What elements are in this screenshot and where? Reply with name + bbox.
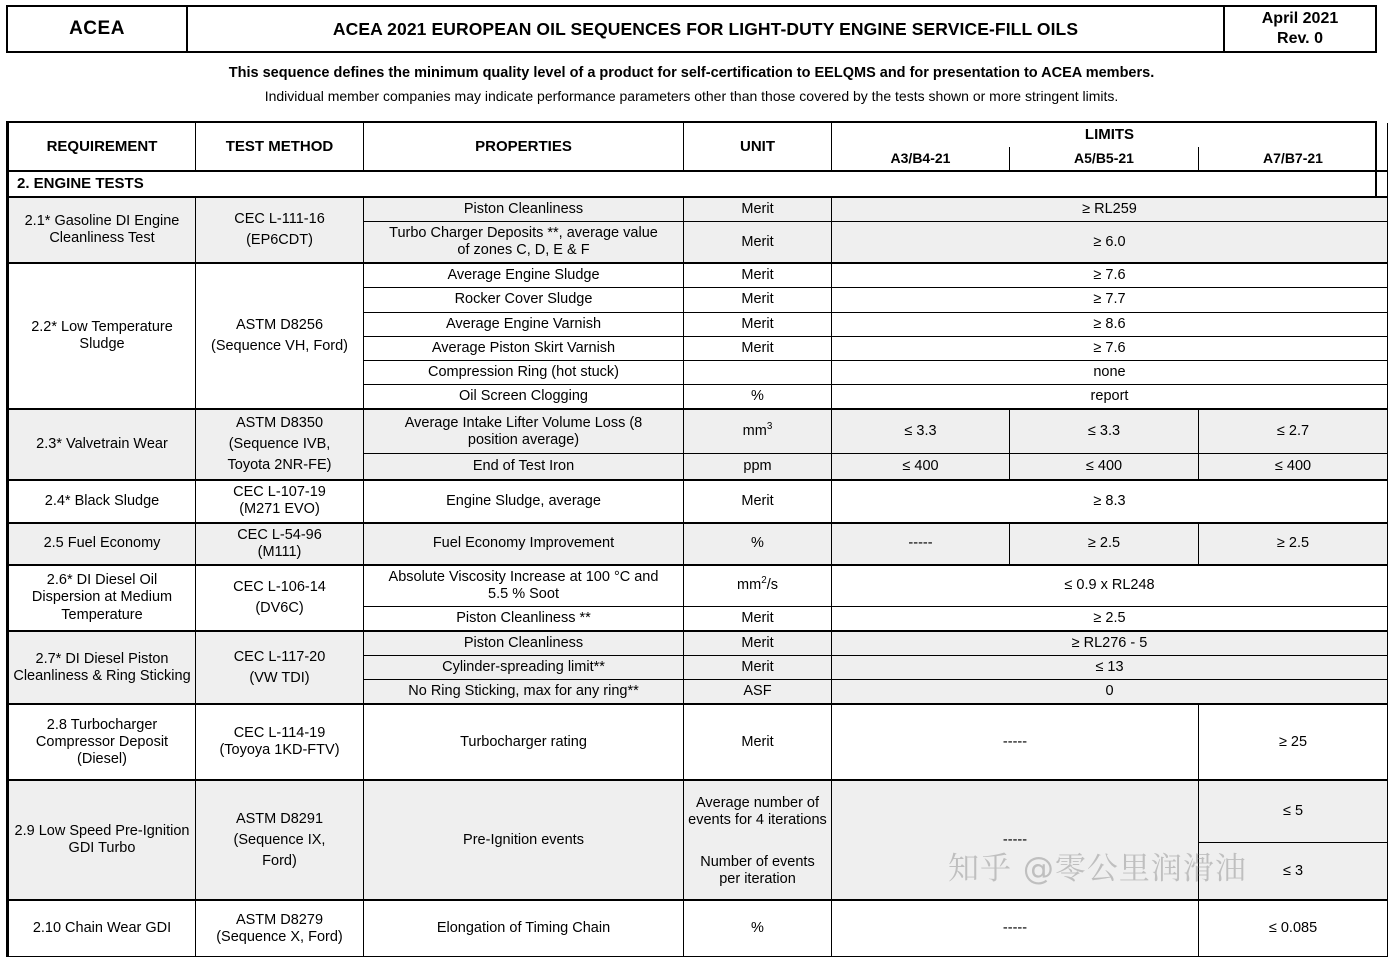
property-line: position average): [467, 431, 580, 448]
cell-unit: Merit: [684, 197, 832, 222]
cell-unit: Merit: [684, 288, 832, 312]
cell-unit: ASF: [684, 680, 832, 705]
test-method-line: Ford): [262, 852, 297, 869]
cell-limit-a5b5: ≤ 400: [1010, 454, 1199, 480]
cell-unit: Merit: [684, 336, 832, 360]
cell-unit: %: [684, 900, 832, 956]
cell-unit: [684, 565, 832, 607]
cell-property: Average Piston Skirt Varnish: [364, 336, 684, 360]
cell-requirement: 2.3* Valvetrain Wear: [9, 409, 196, 480]
cell-limit-all: ≤ 0.9 x RL248: [832, 565, 1388, 607]
test-method-line: (M111): [257, 543, 302, 560]
cell-limit-all: ≥ 6.0: [832, 222, 1388, 264]
table-row: [9, 704, 1388, 780]
test-method-line: (Sequence IVB,: [228, 436, 331, 453]
cell-limit-a7b7: ≥ 25: [1199, 704, 1388, 780]
cell-test-method: [196, 480, 364, 522]
table-row: [9, 480, 1388, 522]
unit-exponent: 3: [766, 421, 773, 433]
cell-unit: Merit: [684, 222, 832, 264]
property-line: of zones C, D, E & F: [457, 242, 590, 259]
cell-requirement: 2.7* DI Diesel Piston Cleanliness & Ring Sticking: [9, 631, 196, 704]
table-row: [9, 900, 1388, 956]
table-row: [9, 197, 1388, 222]
test-method-line: (Toyoya 1KD-FTV): [219, 742, 340, 759]
table-row: [9, 631, 1388, 656]
section-label: 2. ENGINE TESTS: [9, 171, 1388, 197]
intro-line-secondary: Individual member companies may indicate performance parameters other than those covered by the tests shown or more stringent limits.: [264, 87, 1119, 104]
test-method-line: CEC L-111-16: [234, 211, 325, 228]
document-title: ACEA 2021 EUROPEAN OIL SEQUENCES FOR LIGHT-DUTY ENGINE SERVICE-FILL OILS: [188, 7, 1225, 51]
cell-requirement: 2.5 Fuel Economy: [9, 523, 196, 565]
column-header-limit-a5b5: A5/B5-21: [1010, 147, 1199, 172]
cell-limit-a3b4: -----: [832, 900, 1199, 956]
cell-limit-all: ≥ RL276 - 5: [832, 631, 1388, 656]
cell-unit: Number of events per iteration: [684, 842, 832, 900]
table-row: [9, 565, 1388, 607]
cell-limit-all: ≥ 2.5: [832, 607, 1388, 632]
cell-limit-all: none: [832, 360, 1388, 384]
property-line: Average Intake Lifter Volume Loss (8: [404, 414, 643, 431]
cell-unit: [684, 409, 832, 454]
cell-property: Piston Cleanliness **: [364, 607, 684, 632]
property-line: Turbo Charger Deposits **, average value: [389, 225, 658, 242]
cell-unit: %: [684, 523, 832, 565]
cell-requirement: 2.4* Black Sludge: [9, 480, 196, 522]
cell-property: No Ring Sticking, max for any ring**: [364, 680, 684, 705]
zhihu-watermark: 知乎 @零公里润滑油: [948, 851, 1247, 887]
cell-requirement: 2.8 Turbocharger Compressor Deposit (Diesel): [9, 704, 196, 780]
cell-limit-a3b4: -----: [832, 704, 1199, 780]
property-line: Absolute Viscosity Increase at 100 °C and: [388, 568, 659, 585]
test-method-line: ASTM D8350: [235, 415, 324, 432]
cell-test-method: [196, 197, 364, 263]
test-method-line: CEC L-117-20: [233, 648, 326, 665]
test-method-line: ASTM D8279: [235, 911, 324, 928]
cell-unit: Merit: [684, 631, 832, 656]
cell-limit-all: ≤ 13: [832, 656, 1388, 680]
cell-unit: Merit: [684, 607, 832, 632]
cell-property: Rocker Cover Sludge: [364, 288, 684, 312]
table-row: [9, 263, 1388, 288]
cell-property: Engine Sludge, average: [364, 480, 684, 522]
cell-requirement: 2.2* Low Temperature Sludge: [9, 263, 196, 409]
test-method-line: ASTM D8291: [235, 810, 324, 827]
document-revision: Rev. 0: [1277, 30, 1323, 47]
cell-limit-all: ≥ 7.6: [832, 336, 1388, 360]
table-row: [9, 523, 1388, 565]
cell-limit-a3b4: -----: [832, 523, 1010, 565]
cell-limit-a5b5: ≤ 3.3: [1010, 409, 1199, 454]
cell-unit: Merit: [684, 656, 832, 680]
cell-test-method: [196, 631, 364, 704]
cell-test-method: [196, 780, 364, 900]
intro-line-primary: This sequence defines the minimum quality level of a product for self-certification to EELQMS and for presentation to ACEA members.: [228, 65, 1155, 81]
document-date-block: [1225, 7, 1375, 51]
test-method-line: (EP6CDT): [246, 232, 313, 249]
unit-base: mm: [737, 577, 762, 594]
cell-test-method: [196, 263, 364, 409]
cell-unit: Merit: [684, 312, 832, 336]
test-method-line: (VW TDI): [249, 669, 310, 686]
test-method-line: (M271 EVO): [239, 501, 320, 518]
document-page: [0, 5, 1383, 945]
column-header-requirement: REQUIREMENT: [9, 123, 196, 171]
cell-limit-all: ≥ 8.3: [832, 480, 1388, 522]
test-method-line: Toyota 2NR-FE): [227, 457, 332, 474]
cell-limit-all: ≥ 7.6: [832, 263, 1388, 288]
column-header-limit-a3b4: A3/B4-21: [832, 147, 1010, 172]
cell-limit-all: ≥ RL259: [832, 197, 1388, 222]
cell-limit-all: 0: [832, 680, 1388, 705]
cell-limit-a7b7: ≤ 400: [1199, 454, 1388, 480]
cell-limit-a7b7: ≤ 0.085: [1199, 900, 1388, 956]
cell-property: Cylinder-spreading limit**: [364, 656, 684, 680]
unit-tail: /s: [766, 577, 778, 594]
cell-property: Piston Cleanliness: [364, 631, 684, 656]
cell-limit-a3b4: -----: [832, 780, 1199, 900]
cell-requirement: 2.1* Gasoline DI Engine Cleanliness Test: [9, 197, 196, 263]
cell-unit: [684, 360, 832, 384]
cell-test-method: [196, 565, 364, 631]
cell-limit-a7b7: ≤ 2.7: [1199, 409, 1388, 454]
engine-tests-table: [8, 123, 1388, 957]
test-method-line: CEC L-54-96: [237, 526, 322, 543]
cell-test-method: [196, 409, 364, 480]
cell-limit-a7b7: ≤ 5: [1199, 780, 1388, 842]
test-method-line: (Sequence VH, Ford): [210, 338, 348, 355]
cell-test-method: [196, 704, 364, 780]
cell-limit-a3b4: ≤ 3.3: [832, 409, 1010, 454]
cell-unit: Average number of events for 4 iterations: [684, 780, 832, 842]
cell-unit: Merit: [684, 480, 832, 522]
cell-limit-a7b7: ≥ 2.5: [1199, 523, 1388, 565]
cell-property: Oil Screen Clogging: [364, 384, 684, 409]
engine-tests-table-wrapper: [6, 121, 1377, 957]
test-method-line: CEC L-106-14: [233, 578, 326, 595]
cell-property: Average Engine Sludge: [364, 263, 684, 288]
test-method-line: (Sequence X, Ford): [216, 928, 343, 945]
unit-base: mm: [742, 423, 767, 440]
test-method-line: CEC L-107-19: [233, 484, 326, 501]
test-method-line: (Sequence IX,: [233, 831, 326, 848]
column-header-unit: UNIT: [684, 123, 832, 171]
document-title-bar: [6, 5, 1377, 53]
acea-logo: ACEA: [8, 7, 188, 51]
test-method-line: CEC L-114-19: [233, 725, 326, 742]
unit-exponent: 2: [761, 575, 767, 587]
intro-text: [20, 63, 1363, 107]
test-method-line: ASTM D8256: [235, 317, 324, 334]
cell-property: Average Engine Varnish: [364, 312, 684, 336]
test-method-line: (DV6C): [255, 599, 304, 616]
cell-requirement: 2.10 Chain Wear GDI: [9, 900, 196, 956]
cell-unit: %: [684, 384, 832, 409]
cell-property: Compression Ring (hot stuck): [364, 360, 684, 384]
cell-property: Pre-Ignition events: [364, 780, 684, 900]
document-date: April 2021: [1261, 10, 1339, 27]
cell-unit: Merit: [684, 263, 832, 288]
cell-requirement: 2.9 Low Speed Pre-Ignition GDI Turbo: [9, 780, 196, 900]
property-line: 5.5 % Soot: [488, 585, 559, 602]
table-row: [9, 780, 1388, 842]
column-header-properties: PROPERTIES: [364, 123, 684, 171]
cell-test-method: [196, 900, 364, 956]
cell-test-method: [196, 523, 364, 565]
table-row: [9, 409, 1388, 454]
cell-limit-a5b5: ≥ 2.5: [1010, 523, 1199, 565]
table-header-row: [9, 123, 1388, 147]
cell-property: Piston Cleanliness: [364, 197, 684, 222]
column-header-limit-a7b7: A7/B7-21: [1199, 147, 1388, 172]
cell-limit-all: ≥ 8.6: [832, 312, 1388, 336]
cell-unit: Merit: [684, 704, 832, 780]
cell-property: Elongation of Timing Chain: [364, 900, 684, 956]
column-header-limits: LIMITS: [832, 123, 1388, 147]
cell-property: Fuel Economy Improvement: [364, 523, 684, 565]
cell-limit-all: ≥ 7.7: [832, 288, 1388, 312]
cell-property: [364, 409, 684, 454]
cell-property: [364, 565, 684, 607]
column-header-test-method: TEST METHOD: [196, 123, 364, 171]
cell-unit: ppm: [684, 454, 832, 480]
cell-limit-a7b7: ≤ 3: [1199, 842, 1388, 900]
cell-limit-all: report: [832, 384, 1388, 409]
cell-property: End of Test Iron: [364, 454, 684, 480]
cell-requirement: 2.6* DI Diesel Oil Dispersion at Medium Temperature: [9, 565, 196, 631]
cell-property: Turbocharger rating: [364, 704, 684, 780]
cell-limit-a3b4: ≤ 400: [832, 454, 1010, 480]
cell-property: [364, 222, 684, 264]
section-banner-engine-tests: [9, 171, 1388, 197]
